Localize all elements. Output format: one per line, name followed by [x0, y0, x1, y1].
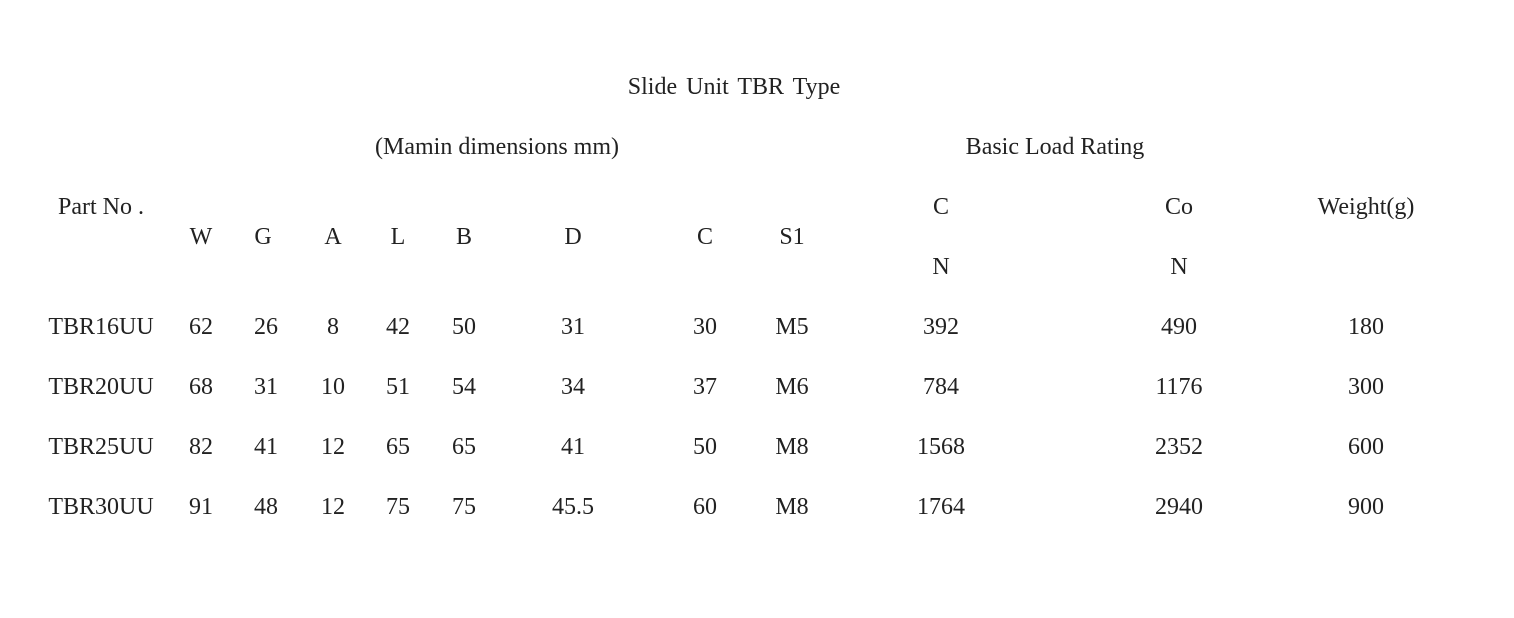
header-c-load: C [932, 194, 950, 220]
cell-a: 8 [327, 314, 339, 340]
header-s1: S1 [779, 224, 805, 250]
header-a: A [324, 224, 342, 250]
cell-weight: 900 [1348, 494, 1384, 520]
cell-w: 68 [189, 374, 213, 400]
cell-g: 26 [254, 314, 278, 340]
cell-c-load: 784 [923, 374, 959, 400]
cell-g: 48 [254, 494, 278, 520]
cell-co: 2940 [1155, 494, 1203, 520]
cell-l: 65 [386, 434, 410, 460]
cell-b: 54 [452, 374, 476, 400]
cell-co: 2352 [1155, 434, 1203, 460]
header-w: W [189, 224, 213, 250]
cell-s1: M5 [775, 314, 809, 340]
page-title: Slide Unit TBR Type [627, 74, 841, 100]
load-rating-group-header: Basic Load Rating [965, 134, 1145, 160]
cell-w: 62 [189, 314, 213, 340]
header-co-unit: N [1170, 254, 1188, 280]
header-c-load-unit: N [932, 254, 950, 280]
cell-l: 75 [386, 494, 410, 520]
cell-l: 42 [386, 314, 410, 340]
cell-d: 45.5 [552, 494, 594, 520]
cell-c-dim: 60 [693, 494, 717, 520]
cell-s1: M6 [775, 374, 809, 400]
cell-d: 34 [561, 374, 585, 400]
cell-co: 490 [1161, 314, 1197, 340]
cell-c-load: 392 [923, 314, 959, 340]
cell-s1: M8 [775, 434, 809, 460]
header-co: Co [1164, 194, 1194, 220]
cell-c-load: 1568 [917, 434, 965, 460]
cell-d: 31 [561, 314, 585, 340]
cell-b: 75 [452, 494, 476, 520]
header-c-dim: C [696, 224, 714, 250]
header-l: L [390, 224, 406, 250]
cell-weight: 300 [1348, 374, 1384, 400]
header-b: B [455, 224, 473, 250]
dimensions-group-header: (Mamin dimensions mm) [375, 134, 619, 160]
cell-weight: 600 [1348, 434, 1384, 460]
cell-b: 65 [452, 434, 476, 460]
cell-w: 91 [189, 494, 213, 520]
header-d: D [564, 224, 582, 250]
cell-part-no: TBR20UU [48, 374, 154, 400]
cell-co: 1176 [1155, 374, 1203, 400]
cell-a: 12 [321, 494, 345, 520]
cell-s1: M8 [775, 494, 809, 520]
cell-g: 31 [254, 374, 278, 400]
cell-d: 41 [561, 434, 585, 460]
cell-part-no: TBR30UU [48, 494, 154, 520]
cell-a: 10 [321, 374, 345, 400]
cell-a: 12 [321, 434, 345, 460]
cell-part-no: TBR25UU [48, 434, 154, 460]
cell-c-dim: 37 [693, 374, 717, 400]
cell-l: 51 [386, 374, 410, 400]
header-g: G [254, 224, 272, 250]
cell-part-no: TBR16UU [48, 314, 154, 340]
header-weight: Weight(g) [1317, 194, 1415, 220]
cell-b: 50 [452, 314, 476, 340]
cell-c-dim: 50 [693, 434, 717, 460]
header-part-no: Part No . [58, 194, 144, 220]
cell-weight: 180 [1348, 314, 1384, 340]
cell-g: 41 [254, 434, 278, 460]
cell-c-load: 1764 [917, 494, 965, 520]
cell-c-dim: 30 [693, 314, 717, 340]
cell-w: 82 [189, 434, 213, 460]
